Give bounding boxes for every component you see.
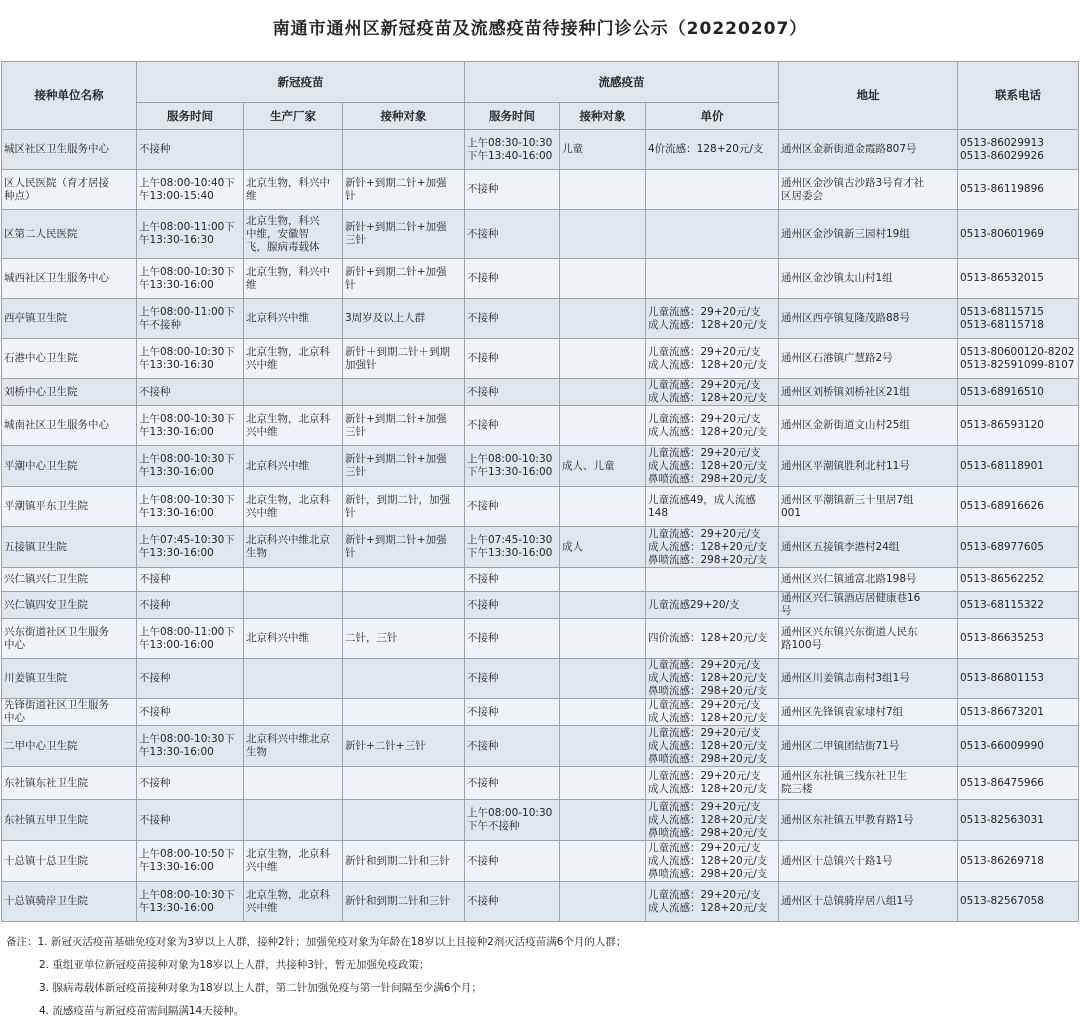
flu-target-cell: [560, 299, 646, 339]
covid-maker-cell: 北京科兴中维北京 生物: [244, 726, 343, 767]
unit-name-cell: 兴仁镇兴仁卫生院: [2, 568, 137, 592]
table-row: [2, 767, 1079, 800]
unit-name-cell: 十总镇骑岸卫生院: [2, 882, 137, 922]
flu-target-cell: [560, 487, 646, 527]
flu-price-cell: 儿童流感：29+20元/支 成人流感：128+20元/支 鼻喷流感：298+20元/支: [646, 659, 779, 699]
covid-maker-cell: [244, 130, 343, 170]
covid-target-cell: 新针+到期二针+加强 针: [343, 170, 465, 210]
flu-price-cell: 儿童流感：29+20元/支 成人流感：128+20元/支: [646, 339, 779, 379]
unit-name-cell: 东社镇东社卫生院: [2, 767, 137, 800]
flu-target-cell: [560, 726, 646, 767]
covid-maker-cell: 北京生物，北京科 兴中维: [244, 406, 343, 446]
header-flu-price: 单价: [646, 103, 779, 130]
table-row: [2, 487, 1079, 527]
phone-cell: 0513-86801153: [958, 659, 1079, 699]
address-cell: 通州区石港镇广慧路2号: [779, 339, 958, 379]
phone-cell: 0513-80600120-8202 0513-82591099-8107: [958, 339, 1079, 379]
flu-time-cell: 不接种: [465, 619, 560, 659]
covid-time-cell: 上午07:45-10:30下 午13:30-16:00: [137, 527, 244, 568]
covid-time-cell: 不接种: [137, 130, 244, 170]
address-cell: 通州区金新街道文山村25组: [779, 406, 958, 446]
covid-maker-cell: [244, 800, 343, 841]
covid-target-cell: [343, 659, 465, 699]
flu-time-cell: 不接种: [465, 259, 560, 299]
covid-time-cell: 上午08:00-11:00下 午不接种: [137, 299, 244, 339]
flu-price-cell: 儿童流感：29+20元/支 成人流感：128+20元/支 鼻喷流感：298+20元/支: [646, 726, 779, 767]
covid-maker-cell: 北京科兴中维: [244, 446, 343, 487]
phone-cell: 0513-68115322: [958, 592, 1079, 619]
covid-maker-cell: [244, 592, 343, 619]
flu-time-cell: 不接种: [465, 699, 560, 726]
flu-time-cell: 不接种: [465, 882, 560, 922]
phone-cell: 0513-68115715 0513-68115718: [958, 299, 1079, 339]
flu-time-cell: 上午08:30-10:30 下午13:40-16:00: [465, 130, 560, 170]
address-cell: 通州区刘桥镇刘桥社区21组: [779, 379, 958, 406]
flu-price-cell: [646, 170, 779, 210]
covid-time-cell: 不接种: [137, 699, 244, 726]
flu-target-cell: 成人: [560, 527, 646, 568]
table-row: [2, 170, 1079, 210]
flu-price-cell: 儿童流感：29+20元/支 成人流感：128+20元/支 鼻喷流感：298+20元/支: [646, 527, 779, 568]
flu-time-cell: 不接种: [465, 726, 560, 767]
unit-name-cell: 五接镇卫生院: [2, 527, 137, 568]
covid-time-cell: 上午08:00-10:30下 午13:30-16:00: [137, 726, 244, 767]
flu-target-cell: [560, 841, 646, 882]
covid-target-cell: 二针，三针: [343, 619, 465, 659]
table-row: [2, 446, 1079, 487]
unit-name-cell: 城西社区卫生服务中心: [2, 259, 137, 299]
unit-name-cell: 城南社区卫生服务中心: [2, 406, 137, 446]
flu-time-cell: 不接种: [465, 210, 560, 259]
table-row: [2, 130, 1079, 170]
phone-cell: 0513-68118901: [958, 446, 1079, 487]
covid-maker-cell: 北京生物，北京科 兴中维: [244, 882, 343, 922]
phone-cell: 0513-86475966: [958, 767, 1079, 800]
phone-cell: 0513-86269718: [958, 841, 1079, 882]
flu-time-cell: 不接种: [465, 299, 560, 339]
unit-name-cell: 平潮中心卫生院: [2, 446, 137, 487]
unit-name-cell: 兴东街道社区卫生服务 中心: [2, 619, 137, 659]
covid-time-cell: 上午08:00-10:30下 午13:30-16:00: [137, 487, 244, 527]
table-body: [2, 130, 1079, 922]
flu-target-cell: [560, 210, 646, 259]
phone-cell: 0513-66009990: [958, 726, 1079, 767]
covid-target-cell: 新针和到期二针和三针: [343, 841, 465, 882]
flu-target-cell: [560, 406, 646, 446]
note-line: 备注：1. 新冠灭活疫苗基础免疫对象为3岁以上人群，接种2针；加强免疫对象为年龄在18岁以上且接种2剂灭活疫苗满6个月的人群；: [6, 936, 627, 948]
flu-time-cell: 不接种: [465, 841, 560, 882]
flu-time-cell: 上午08:00-10:30 下午不接种: [465, 800, 560, 841]
flu-target-cell: [560, 659, 646, 699]
header-flu-vaccine: 流感疫苗: [465, 62, 779, 103]
covid-maker-cell: 北京生物，科兴中 维: [244, 170, 343, 210]
table-row: [2, 259, 1079, 299]
covid-time-cell: 不接种: [137, 767, 244, 800]
flu-price-cell: 儿童流感：29+20元/支 成人流感：128+20元/支 鼻喷流感：298+20元/支: [646, 446, 779, 487]
flu-target-cell: [560, 568, 646, 592]
covid-time-cell: 不接种: [137, 592, 244, 619]
flu-time-cell: 上午07:45-10:30 下午13:30-16:00: [465, 527, 560, 568]
phone-cell: 0513-82563031: [958, 800, 1079, 841]
note-line: 4. 流感疫苗与新冠疫苗需间隔满14天接种。: [39, 1005, 245, 1017]
covid-target-cell: 新针和到期二针和三针: [343, 882, 465, 922]
table-row: [2, 210, 1079, 259]
header-covid-vaccine: 新冠疫苗: [137, 62, 465, 103]
covid-target-cell: 新针+二针+三针: [343, 726, 465, 767]
phone-cell: 0513-80601969: [958, 210, 1079, 259]
covid-target-cell: 新针＋到期二针＋到期 加强针: [343, 339, 465, 379]
covid-target-cell: [343, 699, 465, 726]
covid-maker-cell: 北京生物，科兴 中维，安徽智 飞，腺病毒载体: [244, 210, 343, 259]
table-row: [2, 406, 1079, 446]
covid-time-cell: 上午08:00-11:00下 午13:00-16:00: [137, 619, 244, 659]
unit-name-cell: 东社镇五甲卫生院: [2, 800, 137, 841]
covid-time-cell: 不接种: [137, 659, 244, 699]
flu-time-cell: 不接种: [465, 379, 560, 406]
flu-price-cell: 儿童流感29+20/支: [646, 592, 779, 619]
flu-target-cell: [560, 379, 646, 406]
table-row: [2, 568, 1079, 592]
unit-name-cell: 二甲中心卫生院: [2, 726, 137, 767]
flu-target-cell: 儿童: [560, 130, 646, 170]
phone-cell: 0513-86593120: [958, 406, 1079, 446]
flu-target-cell: [560, 339, 646, 379]
address-cell: 通州区平潮镇新三十里居7组 001: [779, 487, 958, 527]
notes: [6, 936, 1076, 1028]
unit-name-cell: 区第二人民医院: [2, 210, 137, 259]
covid-target-cell: [343, 767, 465, 800]
flu-price-cell: 儿童流感：29+20元/支 成人流感：128+20元/支: [646, 767, 779, 800]
flu-time-cell: 不接种: [465, 339, 560, 379]
phone-cell: 0513-68977605: [958, 527, 1079, 568]
phone-cell: 0513-86532015: [958, 259, 1079, 299]
flu-price-cell: 儿童流感：29+20元/支 成人流感：128+20元/支: [646, 882, 779, 922]
covid-time-cell: 上午08:00-10:30下 午13:30-16:00: [137, 406, 244, 446]
address-cell: 通州区西亭镇复隆茂路88号: [779, 299, 958, 339]
flu-price-cell: [646, 259, 779, 299]
covid-target-cell: [343, 568, 465, 592]
table-row: [2, 882, 1079, 922]
header-unit: 接种单位名称: [2, 62, 137, 130]
flu-price-cell: 4价流感：128+20元/支: [646, 130, 779, 170]
table-row: [2, 339, 1079, 379]
unit-name-cell: 先锋街道社区卫生服务 中心: [2, 699, 137, 726]
header-covid-maker: 生产厂家: [244, 103, 343, 130]
address-cell: 通州区金沙镇古沙路3号育才社 区居委会: [779, 170, 958, 210]
phone-cell: 0513-68916626: [958, 487, 1079, 527]
table-row: [2, 726, 1079, 767]
covid-time-cell: 上午08:00-10:30下 午13:30-16:00: [137, 446, 244, 487]
flu-target-cell: 成人、儿童: [560, 446, 646, 487]
header-flu-target: 接种对象: [560, 103, 646, 130]
table-row: [2, 299, 1079, 339]
phone-cell: 0513-86029913 0513-86029926: [958, 130, 1079, 170]
flu-target-cell: [560, 699, 646, 726]
unit-name-cell: 川姜镇卫生院: [2, 659, 137, 699]
flu-target-cell: [560, 592, 646, 619]
phone-cell: 0513-86562252: [958, 568, 1079, 592]
unit-name-cell: 十总镇十总卫生院: [2, 841, 137, 882]
covid-maker-cell: 北京科兴中维: [244, 299, 343, 339]
covid-maker-cell: 北京生物，北京科 兴中维: [244, 841, 343, 882]
unit-name-cell: 城区社区卫生服务中心: [2, 130, 137, 170]
covid-maker-cell: [244, 767, 343, 800]
covid-maker-cell: [244, 568, 343, 592]
unit-name-cell: 石港中心卫生院: [2, 339, 137, 379]
covid-target-cell: 新针+到期二针+加强 三针: [343, 406, 465, 446]
covid-time-cell: 上午08:00-10:40下 午13:00-15:40: [137, 170, 244, 210]
covid-target-cell: [343, 130, 465, 170]
unit-name-cell: 刘桥中心卫生院: [2, 379, 137, 406]
note-line: 2. 重组亚单位新冠疫苗接种对象为18岁以上人群，共接种3针，暂无加强免疫政策；: [39, 959, 430, 971]
flu-target-cell: [560, 882, 646, 922]
covid-time-cell: 上午08:00-10:30下 午13:30-16:30: [137, 339, 244, 379]
covid-target-cell: 新针+到期二针+加强 针: [343, 259, 465, 299]
covid-time-cell: 不接种: [137, 379, 244, 406]
flu-time-cell: 不接种: [465, 659, 560, 699]
flu-time-cell: 不接种: [465, 568, 560, 592]
table-row: [2, 659, 1079, 699]
covid-maker-cell: 北京科兴中维北京 生物: [244, 527, 343, 568]
phone-cell: 0513-86635253: [958, 619, 1079, 659]
table-row: [2, 592, 1079, 619]
address-cell: 通州区东社镇五甲教育路1号: [779, 800, 958, 841]
header-covid-time: 服务时间: [137, 103, 244, 130]
phone-cell: 0513-86119896: [958, 170, 1079, 210]
flu-time-cell: 不接种: [465, 767, 560, 800]
header-flu-time: 服务时间: [465, 103, 560, 130]
covid-target-cell: 新针，到期二针，加强 针: [343, 487, 465, 527]
flu-price-cell: 儿童流感：29+20元/支 成人流感：128+20元/支 鼻喷流感：298+20元/支: [646, 841, 779, 882]
covid-maker-cell: 北京生物，北京科 兴中维: [244, 339, 343, 379]
flu-target-cell: [560, 170, 646, 210]
note-line: 3. 腺病毒载体新冠疫苗接种对象为18岁以上人群，第二针加强免疫与第一针间隔至少满6个月；: [39, 982, 482, 994]
covid-target-cell: 3周岁及以上人群: [343, 299, 465, 339]
address-cell: 通州区平潮镇胜利北村11号: [779, 446, 958, 487]
vaccination-schedule-table: [1, 61, 1079, 922]
flu-price-cell: 儿童流感：29+20元/支 成人流感：128+20元/支: [646, 406, 779, 446]
phone-cell: 0513-68916510: [958, 379, 1079, 406]
address-cell: 通州区十总镇兴十路1号: [779, 841, 958, 882]
flu-target-cell: [560, 619, 646, 659]
address-cell: 通州区十总镇骑岸居八组1号: [779, 882, 958, 922]
flu-price-cell: 四价流感：128+20元/支: [646, 619, 779, 659]
covid-target-cell: 新针+到期二针+加强 三针: [343, 210, 465, 259]
covid-target-cell: [343, 379, 465, 406]
flu-time-cell: 不接种: [465, 406, 560, 446]
flu-time-cell: 不接种: [465, 170, 560, 210]
unit-name-cell: 兴仁镇四安卫生院: [2, 592, 137, 619]
address-cell: 通州区金沙镇新三园村19组: [779, 210, 958, 259]
flu-time-cell: 不接种: [465, 487, 560, 527]
flu-price-cell: 儿童流感：29+20元/支 成人流感：128+20元/支: [646, 699, 779, 726]
page-title: 南通市通州区新冠疫苗及流感疫苗待接种门诊公示（20220207）: [272, 19, 808, 39]
covid-time-cell: 上午08:00-11:00下 午13:30-16:30: [137, 210, 244, 259]
header-address: 地址: [779, 62, 958, 130]
covid-target-cell: [343, 592, 465, 619]
address-cell: 通州区兴仁镇通富北路198号: [779, 568, 958, 592]
flu-price-cell: [646, 210, 779, 259]
address-cell: 通州区兴仁镇酒店居健康巷16 号: [779, 592, 958, 619]
address-cell: 通州区二甲镇团结街71号: [779, 726, 958, 767]
covid-target-cell: [343, 800, 465, 841]
table-row: [2, 841, 1079, 882]
address-cell: 通州区五接镇李港村24组: [779, 527, 958, 568]
unit-name-cell: 西亭镇卫生院: [2, 299, 137, 339]
covid-time-cell: 上午08:00-10:30下 午13:30-16:00: [137, 882, 244, 922]
flu-price-cell: 儿童流感：29+20元/支 成人流感：128+20元/支 鼻喷流感：298+20元/支: [646, 800, 779, 841]
phone-cell: 0513-86673201: [958, 699, 1079, 726]
table-row: [2, 527, 1079, 568]
header-phone: 联系电话: [958, 62, 1079, 130]
covid-maker-cell: [244, 699, 343, 726]
covid-target-cell: 新针+到期二针+加强 针: [343, 527, 465, 568]
address-cell: 通州区东社镇三线东社卫生 院三楼: [779, 767, 958, 800]
unit-name-cell: 平潮镇平东卫生院: [2, 487, 137, 527]
flu-target-cell: [560, 767, 646, 800]
covid-target-cell: 新针+到期二针+加强 三针: [343, 446, 465, 487]
table-row: [2, 619, 1079, 659]
flu-price-cell: 儿童流感：29+20元/支 成人流感：128+20元/支: [646, 299, 779, 339]
covid-time-cell: 不接种: [137, 568, 244, 592]
covid-time-cell: 上午08:00-10:50下 午13:30-16:00: [137, 841, 244, 882]
flu-price-cell: 儿童流感49，成人流感 148: [646, 487, 779, 527]
flu-price-cell: [646, 568, 779, 592]
flu-target-cell: [560, 800, 646, 841]
covid-maker-cell: 北京生物，北京科 兴中维: [244, 487, 343, 527]
covid-maker-cell: 北京生物，科兴中 维: [244, 259, 343, 299]
unit-name-cell: 区人民医院（育才居接 种点）: [2, 170, 137, 210]
covid-maker-cell: [244, 379, 343, 406]
phone-cell: 0513-82567058: [958, 882, 1079, 922]
address-cell: 通州区先锋镇袁家埭村7组: [779, 699, 958, 726]
covid-maker-cell: [244, 659, 343, 699]
flu-time-cell: 不接种: [465, 592, 560, 619]
address-cell: 通州区金沙镇太山村1组: [779, 259, 958, 299]
covid-time-cell: 不接种: [137, 800, 244, 841]
address-cell: 通州区兴东镇兴东街道人民东 路100号: [779, 619, 958, 659]
address-cell: 通州区金新街道金霞路807号: [779, 130, 958, 170]
flu-target-cell: [560, 259, 646, 299]
flu-price-cell: 儿童流感：29+20元/支 成人流感：128+20元/支: [646, 379, 779, 406]
covid-time-cell: 上午08:00-10:30下 午13:30-16:00: [137, 259, 244, 299]
address-cell: 通州区川姜镇志南村3组1号: [779, 659, 958, 699]
flu-time-cell: 上午08:00-10:30 下午13:30-16:00: [465, 446, 560, 487]
header-covid-target: 接种对象: [343, 103, 465, 130]
covid-maker-cell: 北京科兴中维: [244, 619, 343, 659]
table-row: [2, 699, 1079, 726]
table-row: [2, 379, 1079, 406]
table-row: [2, 800, 1079, 841]
